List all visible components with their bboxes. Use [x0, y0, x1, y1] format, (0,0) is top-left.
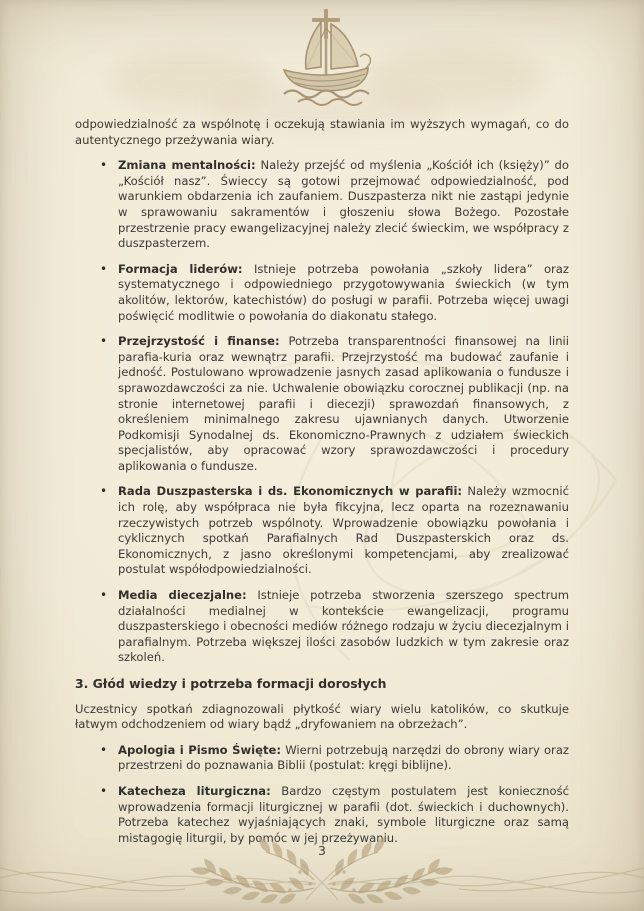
list-item	[75, 158, 569, 252]
bullet-term: Media diecezjalne:	[118, 588, 247, 603]
bullet-term: Katecheza liturgiczna:	[118, 783, 271, 798]
section-heading: 3. Głód wiedzy i potrzeba formacji dorosłych	[75, 676, 387, 691]
page-content	[75, 117, 569, 856]
bullet-text: Należy wzmocnić ich rolę, aby współpraca nie była fikcyjna, lecz oparta na rozeznawaniu rzeczywistych potrzeb wspólnoty. Wprowadzenie obowiązku powołania i cyklicznych spotkań Parafialnych Rad Duszpasterskich oraz ds. Ekonomicznych, z jasno określonymi kompetencjami, aby zrealizować postulat współodpowiedzialności.	[118, 484, 569, 577]
list-item	[75, 334, 569, 474]
list-item	[75, 262, 569, 324]
list-item	[75, 743, 569, 774]
bullet-text: Bardzo częstym postulatem jest konieczność wprowadzenia formacji liturgicznej w parafii (dot. świeckich i duchownych). Potrzeba katechez wyjaśniających znaki, symbole liturgiczne oraz samą mistagogię liturgii, by pomóc w jej przeżywaniu.	[118, 783, 569, 845]
sailboat-cross-icon	[268, 6, 386, 108]
bullet-term: Przejrzystość i finanse:	[118, 334, 280, 349]
bullet-term: Rada Duszpasterska i ds. Ekonomicznych w parafii:	[118, 484, 463, 499]
bullet-text: Potrzeba transparentności finansowej na linii parafia-kuria oraz wewnątrz parafii. Przejrzystość ma budować zaufanie i jedność. Postulowano wprowadzenie jasnych zasad aplikowania o fundusze i sprawozdawczości za nie. Uchwalenie obowiązku corocznej publikacji (np. na stronie internetowej parafii i diecezji) sprawozdań finansowych, z określeniem minimalnego zakresu ujawnianych danych. Utworzenie Podkomisji Synodalnej ds. Ekonomiczno-Prawnych z udziałem świeckich specjalistów, aby opracować wzory sprawozdawczości i procedury aplikowania o fundusze.	[118, 334, 569, 473]
bullet-marker: •	[100, 158, 108, 173]
bullet-text: Należy przejść od myślenia „Kościół ich (księży)” do „Kościół nasz”. Świeccy są gotowi przejmować odpowiedzialność, pod warunkiem obdarzenia ich zaufaniem. Duszpasterza nikt nie zastąpi jedynie w sprawowaniu sakramentów i głoszeniu słowa Bożego. Pozostałe przestrzenie pracy ewangelizacyjnej należy zlecić świeckim, we współpracy z duszpasterzem.	[118, 158, 569, 251]
section-paragraph: Uczestnicy spotkań zdiagnozowali płytkość wiary wielu katolików, co skutkuje łatwym odchodzeniem od wiary bądź „dryfowaniem na obrzeżach”.	[75, 701, 569, 732]
bullet-marker: •	[100, 588, 108, 603]
bullet-marker: •	[100, 261, 108, 276]
bullet-marker: •	[100, 484, 108, 499]
bullet-marker: •	[100, 334, 108, 349]
bullet-list-2	[75, 743, 569, 847]
page-number: 3	[318, 843, 326, 858]
bullet-marker: •	[100, 783, 108, 798]
bullet-term: Zmiana mentalności:	[118, 158, 256, 173]
bullet-text: Istnieje potrzeba powołania „szkoły lidera” oraz systematycznego i odpowiedniego przygotowywania świeckich (w tym akolitów, lektorów, katechistów) do posługi w parafii. Potrzeba więcej uwagi poświęcić modlitwie o powołania do diakonatu stałego.	[118, 261, 569, 323]
bullet-list-1	[75, 158, 569, 666]
list-item	[75, 484, 569, 578]
list-item	[75, 588, 569, 666]
intro-paragraph: odpowiedzialność za wspólnotę i oczekują stawiania im wyższych wymagań, co do autentycznego przeżywania wiary.	[75, 117, 569, 147]
bullet-term: Formacja liderów:	[118, 261, 243, 276]
bullet-text: Istnieje potrzeba stworzenia szerszego spectrum działalności medialnej w kontekście ewangelizacji, programu duszpasterskiego i obecności mediów różnego rodzaju w życiu diecezjalnym i parafialnym. Potrzeba większej ilości zasobów ludzkich w tym zakresie oraz szkoleń.	[118, 588, 569, 665]
bullet-text: Wierni potrzebują narzędzi do obrony wiary oraz przestrzeni do poznawania Biblii (postulat: kręgi biblijne).	[118, 742, 570, 773]
bullet-marker: •	[100, 742, 108, 757]
bullet-term: Apologia i Pismo Święte:	[118, 742, 282, 757]
